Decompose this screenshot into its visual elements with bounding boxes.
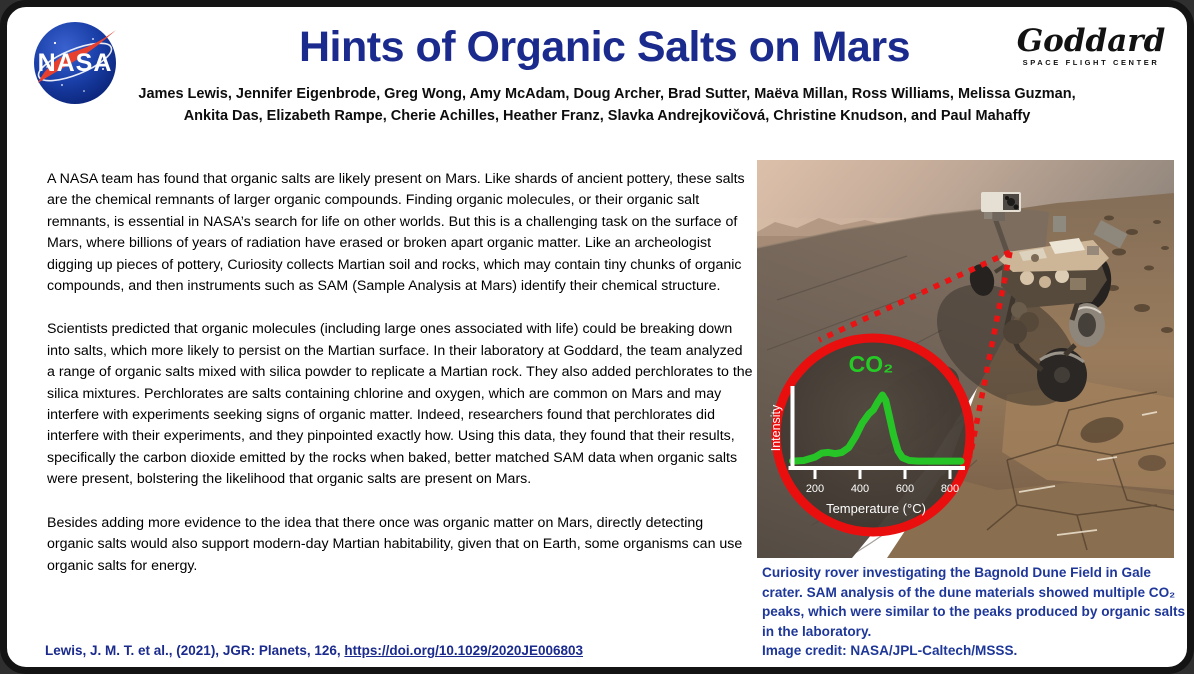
citation-text: Lewis, J. M. T. et al., (2021), JGR: Planets, 126, xyxy=(45,643,345,658)
mast-neck xyxy=(993,212,1005,221)
author-line-1: James Lewis, Jennifer Eigenbrode, Greg Wong, Amy McAdam, Doug Archer, Brad Sutter, Maëva Millan, Ross Williams, Melissa Guzman, xyxy=(138,86,1076,102)
tick-400: 400 xyxy=(850,483,870,495)
deck-box xyxy=(1087,246,1099,255)
paragraph-3: Besides adding more evidence to the idea that there once was organic matter on Mars, directly detecting organic salts would also support modern-day Martian habitability, given that on Earth, some organisms can use organic salts for energy. xyxy=(47,514,743,574)
citation xyxy=(45,643,583,658)
caption-credit: Image credit: NASA/JPL-Caltech/MSSS. xyxy=(762,643,1018,658)
tick-200: 200 xyxy=(805,483,825,495)
paragraph-2: Scientists predicted that organic molecules (including large ones associated with life) could be breaking down into salts, which more likely to persist on the Martian surface. In their laboratory at Goddard, the team analyzed a range of organic salts mixed with silica powder to replicate a Martian rock. They also added perchlorates to the silica mixtures. Perchlorates are salts containing chlorine and oxygen, which are common on Mars and may interfere with experiments seeking signs of organic matter. Indeed, researchers found that perchlorates did interfere with their experiments, and they pinpointed exactly how. Using this data, they found that their results, specifically the carbon dioxide emitted by the rocks when baked, better matched SAM data when organic salts were present, bolstering the likelihood that organic salts are present on Mars. xyxy=(47,321,753,488)
figure-caption xyxy=(762,563,1186,661)
wheel-hub-front xyxy=(1054,367,1070,383)
dark-rock-patch-2 xyxy=(1138,455,1166,471)
rover-antenna xyxy=(1053,216,1066,232)
chart-ylabel: Intensity xyxy=(769,404,783,452)
citation-link[interactable]: https://doi.org/10.1029/2020JE006803 xyxy=(344,643,583,658)
body-text xyxy=(47,169,753,599)
tick-600: 600 xyxy=(895,483,915,495)
nasa-logo-text: NASA xyxy=(37,49,113,77)
chart-xlabel: Temperature (°C) xyxy=(826,501,926,516)
mast-camera-small xyxy=(984,212,992,219)
camera-lens-2 xyxy=(1005,196,1009,200)
goddard-logo-subtext: SPACE FLIGHT CENTER xyxy=(1022,58,1160,67)
author-list xyxy=(67,83,1147,127)
author-line-2: Ankita Das, Elizabeth Rampe, Cherie Achilles, Heather Franz, Slavka Andrejkovičová, Christine Knudson, and Paul Mahaffy xyxy=(183,108,1031,124)
rover-wheel-mid-hub xyxy=(1078,313,1096,337)
deck-fitting xyxy=(1031,254,1039,262)
inset-gas-label: CO₂ xyxy=(848,351,894,377)
mars-figure xyxy=(757,160,1174,558)
goddard-logo-script: Goddard xyxy=(1016,23,1166,59)
caption-text: Curiosity rover investigating the Bagnold Dune Field in Gale crater. SAM analysis of the dune materials showed multiple CO₂ peaks, which were similar to the peaks produced by organic salts in the laboratory. xyxy=(762,565,1186,639)
goddard-logo xyxy=(1011,25,1171,83)
paragraph-1: A NASA team has found that organic salts are likely present on Mars. Like shards of ancient pottery, these salts are the chemical remnants of larger organic compounds. Finding organic molecules, or their organic salt remnants, is essential in NASA’s search for life on other worlds. But this is a challenging task on the surface of Mars, where billions of years of radiation have erased or broken apart organic matter. Like an archeologist digging up pieces of pottery, Curiosity collects Martian soil and rocks, which may contain tiny chunks of organic compounds, and then instruments such as SAM (Sample Analysis at Mars) identify their chemical structure. xyxy=(47,171,745,295)
tick-800: 800 xyxy=(940,483,960,495)
mars-scene xyxy=(757,160,1174,558)
camera-lens-3 xyxy=(1014,205,1019,210)
page-title: Hints of Organic Salts on Mars xyxy=(299,23,910,71)
